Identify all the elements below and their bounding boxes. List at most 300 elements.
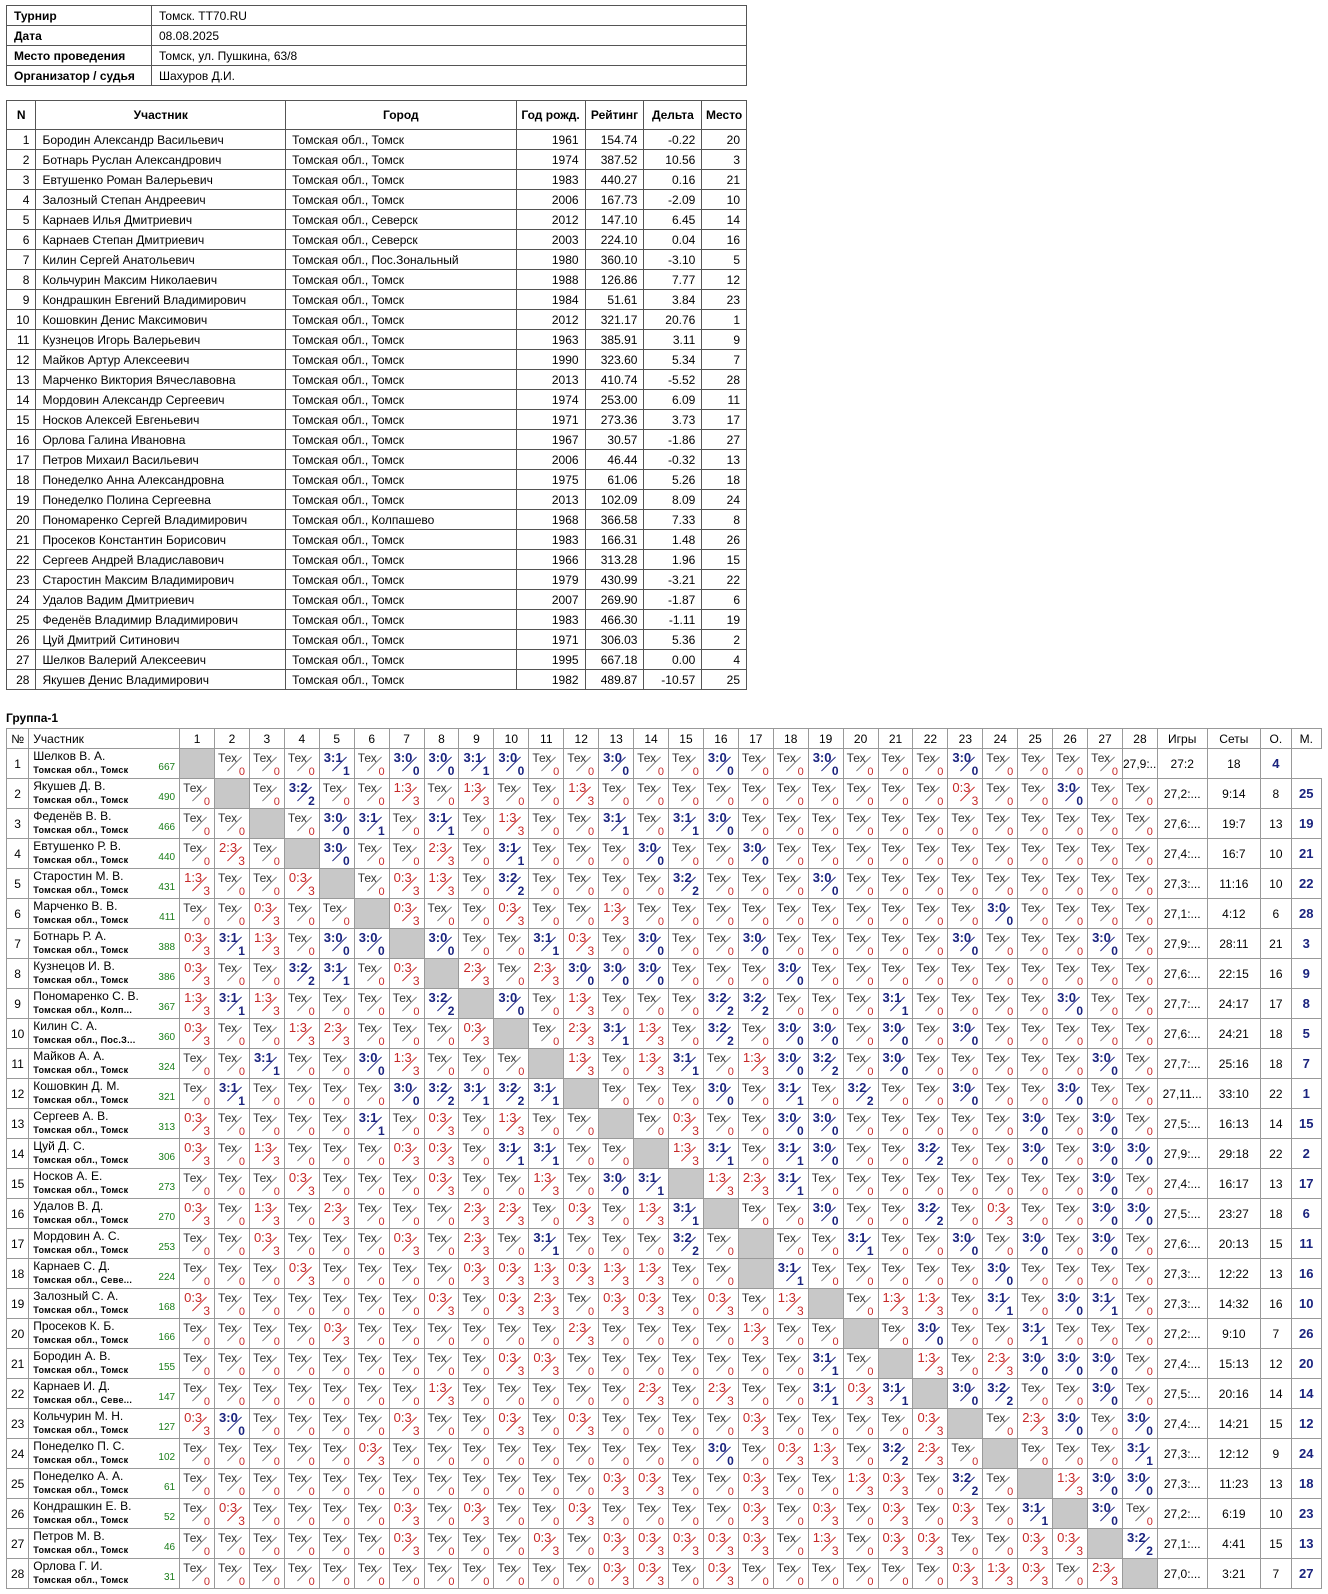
match-subscore: 0 — [623, 1516, 629, 1528]
self-match-cell — [1053, 1499, 1088, 1529]
match-result-cell — [180, 1139, 215, 1169]
match-score: 3:2 — [708, 990, 727, 1005]
match-score: 0:3 — [883, 1530, 901, 1545]
match-result-cell — [529, 989, 564, 1019]
match-result-cell — [738, 1289, 773, 1319]
match-score: Тех — [253, 1501, 272, 1515]
match-score: Тех — [602, 781, 621, 795]
match-score: Тех — [916, 1471, 935, 1485]
match-subscore: 0 — [902, 796, 908, 808]
match-score: Тех — [323, 1381, 342, 1395]
match-subscore: 0 — [379, 976, 385, 988]
participant-name: Кузнецов Игорь Валерьевич — [36, 330, 286, 350]
match-score: 0:3 — [289, 1260, 307, 1275]
match-subscore: 0 — [937, 1096, 943, 1108]
match-result-cell — [529, 1349, 564, 1379]
match-result-cell — [319, 1229, 354, 1259]
match-score: Тех — [1126, 961, 1145, 975]
match-result-cell — [1018, 1199, 1053, 1229]
match-result-cell — [529, 1229, 564, 1259]
match-result-cell — [983, 989, 1018, 1019]
player-points: 9 — [1261, 1439, 1291, 1469]
match-result-cell — [1088, 779, 1123, 809]
match-result-cell — [1122, 1229, 1157, 1259]
match-result-cell — [913, 1289, 948, 1319]
match-result-cell — [494, 1259, 529, 1289]
match-score: Тех — [218, 1261, 237, 1275]
group-row-number: 5 — [7, 869, 29, 899]
match-result-cell — [215, 1109, 250, 1139]
match-result-cell — [319, 1019, 354, 1049]
match-subscore: 3 — [762, 1484, 769, 1498]
match-subscore: 1 — [483, 1094, 490, 1108]
match-result-cell — [1122, 959, 1157, 989]
match-subscore: 0 — [867, 1306, 873, 1318]
match-score: 0:3 — [184, 1410, 202, 1425]
participant-delta: 0.04 — [644, 230, 702, 250]
match-result-cell — [180, 989, 215, 1019]
match-score: Тех — [742, 1201, 761, 1215]
match-score: Тех — [916, 901, 935, 915]
match-score: Тех — [951, 1321, 970, 1335]
match-score: Тех — [602, 871, 621, 885]
match-subscore: 0 — [1076, 1424, 1083, 1438]
group-row — [7, 929, 1322, 959]
match-result-cell — [913, 1259, 948, 1289]
match-subscore: 0 — [693, 1006, 699, 1018]
participant-name: Удалов Вадим Дмитриевич — [36, 590, 286, 610]
match-result-cell — [878, 989, 913, 1019]
match-result-cell — [843, 1409, 878, 1439]
match-subscore: 0 — [588, 1486, 594, 1498]
participant-place: 13 — [702, 450, 747, 470]
match-subscore: 1 — [483, 764, 490, 778]
match-result-cell — [1053, 749, 1088, 779]
group-col-opponent: 12 — [564, 729, 599, 749]
match-result-cell — [494, 839, 529, 869]
match-result-cell — [913, 1019, 948, 1049]
player-games: 27,11... — [1157, 1079, 1207, 1109]
match-result-cell — [354, 959, 389, 989]
match-score: Тех — [1091, 1411, 1110, 1425]
participant-birth-year: 1975 — [516, 470, 585, 490]
match-result-cell — [703, 1349, 738, 1379]
self-match-cell — [738, 1259, 773, 1289]
participant-rating: 102.09 — [585, 490, 644, 510]
match-score: Тех — [253, 871, 272, 885]
match-score: Тех — [882, 811, 901, 825]
match-score: Тех — [777, 841, 796, 855]
match-score: 3:0 — [603, 1170, 622, 1185]
match-subscore: 0 — [798, 1486, 804, 1498]
match-subscore: 1 — [622, 1034, 629, 1048]
group-row-number: 12 — [7, 1079, 29, 1109]
match-subscore: 0 — [832, 796, 838, 808]
participant-number: 26 — [7, 630, 36, 650]
info-row — [7, 46, 747, 66]
group-col-opponent: 22 — [913, 729, 948, 749]
match-subscore: 2 — [937, 1214, 944, 1228]
match-subscore: 3 — [587, 944, 594, 958]
participant-birth-year: 1966 — [516, 550, 585, 570]
participant-rating: 154.74 — [585, 130, 644, 150]
match-score: Тех — [288, 1231, 307, 1245]
player-rating: 46 — [164, 1542, 175, 1553]
self-match-cell — [599, 1109, 634, 1139]
match-subscore: 0 — [274, 1366, 280, 1378]
match-result-cell — [773, 1319, 808, 1349]
group-row-number: 26 — [7, 1499, 29, 1529]
match-score: Тех — [532, 991, 551, 1005]
match-subscore: 0 — [204, 1546, 210, 1558]
group-header-row — [7, 729, 1322, 749]
match-score: Тех — [707, 961, 726, 975]
match-score: 3:1 — [813, 1380, 832, 1395]
match-result-cell — [773, 1409, 808, 1439]
match-result-cell — [180, 1499, 215, 1529]
match-result-cell — [983, 779, 1018, 809]
match-result-cell — [669, 869, 704, 899]
match-subscore: 0 — [553, 886, 559, 898]
player-games: 27,3:... — [1157, 1289, 1207, 1319]
match-score: Тех — [812, 1081, 831, 1095]
group-participant-cell — [29, 839, 180, 869]
match-score: Тех — [951, 961, 970, 975]
player-name: Шелков В. А. — [33, 749, 105, 763]
match-score: 0:3 — [254, 1230, 272, 1245]
player-games: 27,1:... — [1157, 1529, 1207, 1559]
match-score: 3:0 — [603, 750, 622, 765]
match-score: Тех — [567, 841, 586, 855]
player-sets: 4:41 — [1207, 1529, 1261, 1559]
player-points: 10 — [1261, 1499, 1291, 1529]
match-score: 1:3 — [673, 1140, 691, 1155]
player-city: Томская обл., Томск — [33, 1515, 128, 1525]
match-subscore: 0 — [344, 916, 350, 928]
match-result-cell — [389, 1319, 424, 1349]
participant-name: Петров Михаил Васильевич — [36, 450, 286, 470]
match-result-cell — [459, 1169, 494, 1199]
match-result-cell — [703, 1229, 738, 1259]
match-score: Тех — [637, 1111, 656, 1125]
match-result-cell — [389, 1109, 424, 1139]
participant-city: Томская обл., Томск — [286, 590, 516, 610]
match-subscore: 0 — [413, 1576, 419, 1588]
match-subscore: 0 — [1077, 1246, 1083, 1258]
match-result-cell — [1122, 1139, 1157, 1169]
match-score: 1:3 — [917, 1290, 935, 1305]
match-subscore: 0 — [1111, 944, 1118, 958]
match-result-cell — [878, 869, 913, 899]
match-result-cell — [703, 1289, 738, 1319]
participant-place: 1 — [702, 310, 747, 330]
match-result-cell — [599, 1439, 634, 1469]
match-result-cell — [1053, 1349, 1088, 1379]
match-result-cell — [634, 809, 669, 839]
match-subscore: 3 — [657, 1484, 664, 1498]
match-result-cell — [249, 749, 284, 779]
group-row-number: 20 — [7, 1319, 29, 1349]
match-score: Тех — [986, 781, 1005, 795]
match-score: Тех — [1021, 1201, 1040, 1215]
match-subscore: 0 — [379, 1036, 385, 1048]
match-subscore: 0 — [448, 1246, 454, 1258]
match-score: Тех — [951, 841, 970, 855]
match-score: Тех — [1056, 1171, 1075, 1185]
match-result-cell — [773, 1289, 808, 1319]
match-score: Тех — [218, 1021, 237, 1035]
match-subscore: 1 — [797, 1094, 804, 1108]
match-result-cell — [773, 899, 808, 929]
match-score: Тех — [916, 961, 935, 975]
match-result-cell — [703, 869, 738, 899]
match-result-cell — [215, 989, 250, 1019]
match-score: 3:1 — [1022, 1320, 1041, 1335]
group-col-opponent: 27 — [1088, 729, 1123, 749]
match-result-cell — [249, 1349, 284, 1379]
player-place: 4 — [1261, 749, 1291, 779]
self-match-cell — [249, 809, 284, 839]
match-result-cell — [284, 1529, 319, 1559]
match-score: 0:3 — [743, 1410, 761, 1425]
participant-number: 25 — [7, 610, 36, 630]
match-subscore: 0 — [1042, 1096, 1048, 1108]
match-subscore: 0 — [798, 766, 804, 778]
match-score: Тех — [532, 901, 551, 915]
self-match-cell — [1088, 1529, 1123, 1559]
match-score: 3:0 — [708, 1440, 727, 1455]
match-result-cell — [1088, 1349, 1123, 1379]
match-result-cell — [389, 1139, 424, 1169]
match-score: 3:0 — [813, 1110, 832, 1125]
match-score: Тех — [847, 1141, 866, 1155]
match-score: Тех — [1021, 871, 1040, 885]
participant-row — [7, 250, 747, 270]
participant-row — [7, 570, 747, 590]
match-subscore: 0 — [483, 1396, 489, 1408]
match-subscore: 0 — [1147, 826, 1153, 838]
match-subscore: 0 — [448, 764, 455, 778]
info-value: Шахуров Д.И. — [152, 66, 747, 86]
match-score: Тех — [986, 1111, 1005, 1125]
match-subscore: 3 — [483, 794, 490, 808]
match-result-cell — [180, 1049, 215, 1079]
match-result-cell — [564, 1559, 599, 1589]
match-result-cell — [1053, 869, 1088, 899]
match-subscore: 0 — [239, 1486, 245, 1498]
match-result-cell — [773, 1559, 808, 1589]
match-result-cell — [669, 1349, 704, 1379]
match-subscore: 0 — [798, 916, 804, 928]
match-score: 3:2 — [673, 1230, 692, 1245]
match-result-cell — [738, 749, 773, 779]
match-subscore: 3 — [762, 1184, 769, 1198]
match-subscore: 0 — [1042, 766, 1048, 778]
match-score: 3:0 — [1092, 1050, 1111, 1065]
match-subscore: 0 — [518, 1486, 524, 1498]
match-subscore: 0 — [798, 826, 804, 838]
match-subscore: 0 — [937, 1066, 943, 1078]
match-subscore: 0 — [728, 1366, 734, 1378]
player-city: Томская обл., Томск — [33, 1245, 128, 1255]
match-score: Тех — [358, 1381, 377, 1395]
match-result-cell — [738, 1499, 773, 1529]
match-subscore: 0 — [518, 1456, 524, 1468]
match-subscore: 0 — [448, 1036, 454, 1048]
match-score: 1:3 — [987, 1560, 1005, 1575]
match-subscore: 0 — [693, 796, 699, 808]
match-score: Тех — [742, 961, 761, 975]
match-score: Тех — [1091, 871, 1110, 885]
match-result-cell — [459, 1529, 494, 1559]
match-subscore: 0 — [763, 1036, 769, 1048]
match-score: Тех — [672, 1471, 691, 1485]
match-result-cell — [669, 1379, 704, 1409]
group-row — [7, 899, 1322, 929]
match-result-cell — [1088, 929, 1123, 959]
match-result-cell — [389, 1379, 424, 1409]
match-score: Тех — [1021, 781, 1040, 795]
match-result-cell — [215, 749, 250, 779]
match-subscore: 0 — [902, 1126, 908, 1138]
match-score: Тех — [812, 991, 831, 1005]
match-score: Тех — [393, 1021, 412, 1035]
match-result-cell — [284, 749, 319, 779]
info-row — [7, 26, 747, 46]
match-result-cell — [424, 839, 459, 869]
match-score: 1:3 — [638, 1020, 656, 1035]
match-result-cell — [773, 779, 808, 809]
match-subscore: 3 — [692, 1154, 699, 1168]
match-subscore: 0 — [1007, 1066, 1013, 1078]
match-subscore: 0 — [553, 916, 559, 928]
match-score: 3:0 — [429, 930, 448, 945]
player-name: Феденёв В. В. — [33, 809, 111, 823]
player-games: 27,5:... — [1157, 1379, 1207, 1409]
match-result-cell — [319, 1379, 354, 1409]
match-subscore: 3 — [448, 854, 455, 868]
player-rating: 61 — [164, 1482, 175, 1493]
match-score: Тех — [916, 1171, 935, 1185]
match-result-cell — [284, 1049, 319, 1079]
participant-row — [7, 190, 747, 210]
match-result-cell — [1088, 1229, 1123, 1259]
match-subscore: 0 — [239, 976, 245, 988]
match-subscore: 0 — [902, 886, 908, 898]
match-score: Тех — [183, 1321, 202, 1335]
match-score: 1:3 — [743, 1320, 761, 1335]
participant-birth-year: 1984 — [516, 290, 585, 310]
match-result-cell — [354, 1319, 389, 1349]
group-col-opponent: 2 — [215, 729, 250, 749]
match-score: Тех — [1091, 1021, 1110, 1035]
match-score: Тех — [672, 1261, 691, 1275]
match-subscore: 0 — [518, 796, 524, 808]
match-result-cell — [948, 809, 983, 839]
match-result-cell — [354, 869, 389, 899]
match-score: 1:3 — [638, 1260, 656, 1275]
match-result-cell — [459, 1079, 494, 1109]
match-result-cell — [669, 1469, 704, 1499]
match-subscore: 3 — [413, 1514, 420, 1528]
match-subscore: 3 — [1007, 1364, 1014, 1378]
match-subscore: 0 — [1077, 1066, 1083, 1078]
match-score: Тех — [672, 1081, 691, 1095]
match-subscore: 0 — [483, 1456, 489, 1468]
match-score: Тех — [393, 991, 412, 1005]
match-subscore: 3 — [867, 1394, 874, 1408]
participant-name: Бородин Александр Васильевич — [36, 130, 286, 150]
match-subscore: 3 — [518, 824, 525, 838]
participant-row — [7, 170, 747, 190]
match-subscore: 0 — [448, 1546, 454, 1558]
match-score: 3:2 — [917, 1140, 936, 1155]
match-subscore: 1 — [518, 1154, 525, 1168]
match-subscore: 3 — [343, 1334, 350, 1348]
player-rating: 490 — [158, 792, 175, 803]
match-subscore: 3 — [273, 944, 280, 958]
match-score: 3:0 — [708, 750, 727, 765]
match-result-cell — [669, 1289, 704, 1319]
match-score: Тех — [183, 1501, 202, 1515]
match-subscore: 0 — [344, 1066, 350, 1078]
match-score: Тех — [358, 1321, 377, 1335]
match-subscore: 0 — [658, 1366, 664, 1378]
match-result-cell — [284, 1499, 319, 1529]
participant-delta: 1.96 — [644, 550, 702, 570]
self-match-cell — [494, 1019, 529, 1049]
match-subscore: 0 — [798, 946, 804, 958]
match-score: Тех — [1126, 1081, 1145, 1095]
match-result-cell — [424, 1379, 459, 1409]
match-result-cell — [808, 929, 843, 959]
participant-city: Томская обл., Томск — [286, 550, 516, 570]
match-subscore: 3 — [203, 1124, 210, 1138]
match-result-cell — [773, 1199, 808, 1229]
match-subscore: 0 — [763, 796, 769, 808]
participant-row — [7, 130, 747, 150]
match-subscore: 0 — [553, 1426, 559, 1438]
match-result-cell — [354, 1349, 389, 1379]
match-result-cell — [808, 989, 843, 1019]
match-subscore: 0 — [274, 1186, 280, 1198]
match-result-cell — [1088, 1259, 1123, 1289]
match-subscore: 0 — [588, 1156, 594, 1168]
info-label: Место проведения — [7, 46, 152, 66]
match-score: Тех — [323, 1111, 342, 1125]
match-score: 3:0 — [638, 840, 657, 855]
match-result-cell — [738, 1079, 773, 1109]
match-score: 0:3 — [184, 930, 202, 945]
match-result-cell — [1018, 989, 1053, 1019]
match-score: Тех — [1021, 1021, 1040, 1035]
match-score: Тех — [253, 1261, 272, 1275]
player-games: 27,6:... — [1157, 809, 1207, 839]
match-score: Тех — [183, 1381, 202, 1395]
match-score: 3:1 — [778, 1140, 797, 1155]
player-name: Карнаев С. Д. — [33, 1259, 110, 1273]
match-score: Тех — [951, 1261, 970, 1275]
participant-rating: 323.60 — [585, 350, 644, 370]
match-score: Тех — [742, 1351, 761, 1365]
match-score: Тех — [812, 901, 831, 915]
match-result-cell — [354, 1229, 389, 1259]
player-place: 12 — [1291, 1409, 1322, 1439]
match-subscore: 0 — [763, 1306, 769, 1318]
match-subscore: 0 — [728, 1126, 734, 1138]
match-score: Тех — [951, 1051, 970, 1065]
group-row — [7, 1319, 1322, 1349]
